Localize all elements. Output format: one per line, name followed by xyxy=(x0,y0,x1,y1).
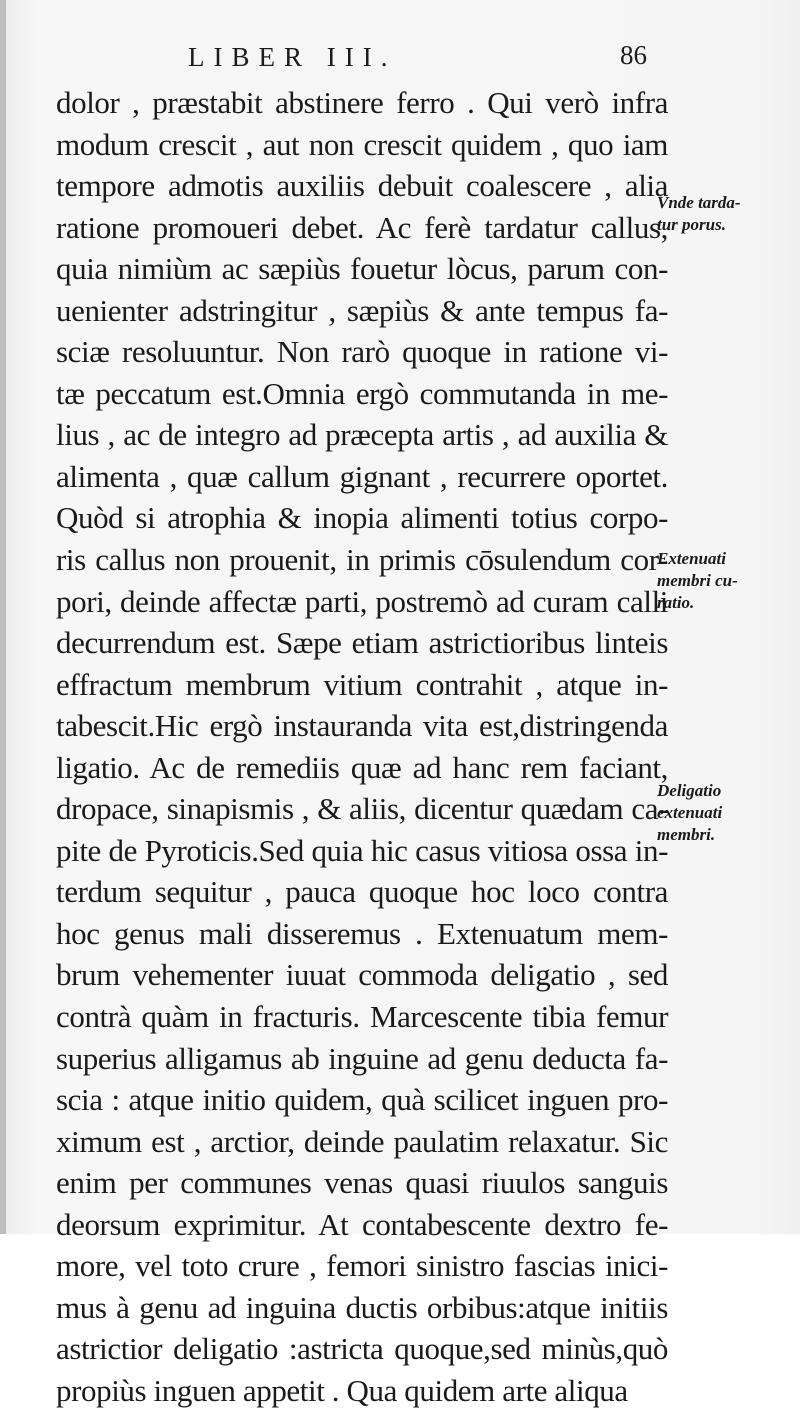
marginal-note-line: tur porus. xyxy=(657,215,726,234)
text-line: tempore admotis auxiliis debuit coalescere , alia xyxy=(56,168,668,204)
text-line: brum vehementer iuuat commoda deligatio , sed xyxy=(56,957,668,993)
marginal-note xyxy=(657,192,797,236)
marginal-note-line: Deligatio xyxy=(657,781,722,800)
marginal-note-line: membri cu- xyxy=(657,571,738,590)
page-number: 86 xyxy=(620,40,647,70)
marginal-note-line: Vnde tarda- xyxy=(657,193,741,212)
text-line: effractum membrum vitium contrahit , atque in- xyxy=(56,666,668,702)
text-line: ratione promoueri debet. Ac ferè tardatur callus, xyxy=(56,209,668,245)
text-line: tabescit.Hic ergò instauranda vita est,distringenda xyxy=(56,708,668,744)
text-line: terdum sequitur , pauca quoque hoc loco contra xyxy=(56,874,668,910)
text-line: enim per communes venas quasi riuulos sanguis xyxy=(56,1165,668,1201)
text-line: deorsum exprimitur. At contabescente dextro fe- xyxy=(56,1206,668,1242)
body-text xyxy=(56,82,668,1412)
text-line: astrictior deligatio :astricta quoque,sed minùs,quò xyxy=(56,1331,668,1367)
page-edge-shadow xyxy=(0,0,6,1234)
text-line: modum crescit , aut non crescit quidem , quo iam xyxy=(56,126,668,162)
text-line: ximum est , arctior, deinde paulatim relaxatur. Sic xyxy=(56,1123,668,1159)
text-line: quia nimiùm ac sæpiùs fouetur lòcus, parum con- xyxy=(56,251,668,287)
text-line: hoc genus mali disseremus . Extenuatum mem- xyxy=(56,915,668,951)
marginal-note xyxy=(657,780,797,846)
text-line: scia : atque initio quidem, quà scilicet inguen pro- xyxy=(56,1082,668,1118)
text-line: lius , ac de integro ad præcepta artis , ad auxilia & xyxy=(56,417,668,453)
marginal-note-line: ratio. xyxy=(657,593,695,612)
text-line: pite de Pyroticis.Sed quia hic casus vitiosa ossa in- xyxy=(56,832,668,868)
text-line: contrà quàm in fracturis. Marcescente tibia femur xyxy=(56,999,668,1035)
text-line: pori, deinde affectæ parti, postremò ad curam calli xyxy=(56,583,668,619)
text-line: ris callus non prouenit, in primis cōsulendum cor- xyxy=(56,542,668,578)
marginal-note-line: Extenuati xyxy=(657,549,726,568)
text-line: more, vel toto crure , femori sinistro fascias inici- xyxy=(56,1248,668,1284)
running-title: LIBER III. xyxy=(188,42,397,72)
text-line: mus à genu ad inguina ductis orbibus:atque initiis xyxy=(56,1289,668,1325)
text-line: dolor , præstabit abstinere ferro . Qui verò infra xyxy=(56,85,668,120)
text-line: tæ peccatum est.Omnia ergò commutanda in me- xyxy=(56,375,668,411)
marginal-note xyxy=(657,548,797,614)
text-line: decurrendum est. Sæpe etiam astrictioribus linteis xyxy=(56,625,668,661)
marginal-note-line: extenuati xyxy=(657,803,723,822)
text-line: alimenta , quæ callum gignant , recurrere oportet. xyxy=(56,458,668,494)
marginal-note-line: membri. xyxy=(657,825,716,844)
text-line: dropace, sinapismis , & aliis, dicentur quædam ca- xyxy=(56,791,668,827)
text-line: Quòd si atrophia & inopia alimenti totius corpo- xyxy=(56,500,668,536)
text-line: sciæ resoluuntur. Non rarò quoque in ratione vi- xyxy=(56,334,668,370)
text-line: uenienter adstringitur , sæpiùs & ante tempus fa- xyxy=(56,292,668,328)
text-line: superius alligamus ab inguine ad genu deducta fa- xyxy=(56,1040,668,1076)
text-line: ligatio. Ac de remediis quæ ad hanc rem faciant, xyxy=(56,749,668,785)
text-line: propiùs inguen appetit . Qua quidem arte aliqua xyxy=(56,1372,628,1408)
